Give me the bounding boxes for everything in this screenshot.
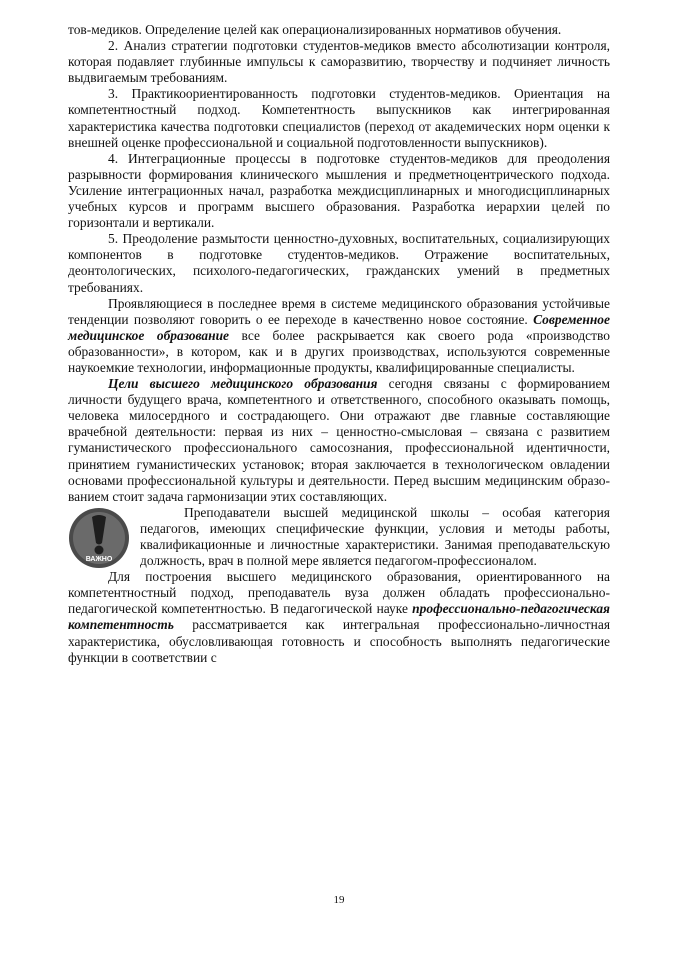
paragraph-text: сегодня связаны с формированием личности будущего врача, компетентного и ответственного, способного оказывать помощь, человека милосердного и сострадающего. Они отражают две главные составляющие врачебной деятельности: первая из них – ценностно-смысловая – связана с развитием гуманистического профессионального самосознания, профессиональной идентичности, принятием гуманистических установок; вторая заключается в технологическом овладении основами профессиональной культуры и деятельности. Перед высшим медицинским образованием стоит задача гармонизации этих составляющих. bbox=[68, 376, 610, 504]
paragraph-text: 3. Практикоориентированность подготовки студентов-медиков. Ориентация на компетентностный подход. Компетентность выпускников как интегрированная характеристика качества подготовки специалистов (переход от академических норм оценки к внешней оценке профессиональной и социальной подготовленности выпускников). bbox=[68, 86, 610, 150]
paragraph bbox=[68, 376, 610, 505]
paragraph-text: рассматривается как интегральная профессионально-личностная характеристика, обусловливающая готовность и способность выполнять педагогические функции в соответствии с bbox=[68, 617, 610, 665]
paragraph-text: все более раскрывается как своего рода «производство образованности», в котором, как и в других производствах, используются современные наукоемкие технологии, информационные продукты, квалифицированные специалисты. bbox=[68, 327, 610, 375]
paragraph bbox=[68, 296, 610, 376]
paragraph bbox=[68, 86, 610, 150]
paragraph-text: Проявляющиеся в последнее время в системе медицинского образования устойчивые тенденции позволяют говорить о ее переходе в качественно новое состояние. bbox=[68, 295, 610, 327]
body-text bbox=[68, 22, 610, 505]
note-icon-label: ВАЖНО bbox=[85, 555, 113, 563]
paragraph-text: 4. Интеграционные процессы в подготовке студентов-медиков для преодоления разрывности формирования клинического мышления и предметноцентрического подхода. Усиление интеграционных начал, разработка междисциплинарных и многодисциплинарных учебных курсов и программ высшего образования. Разработка иерархии целей по горизонтали и вертикали. bbox=[68, 150, 610, 231]
note-text: Преподаватели высшей медицинской школы – особая категория педагогов, имеющих специфические функции, условия и методы работы, квалификационные и личностные характеристики. Занимая преподавательскую должность, врач в полной мере является педагогом-профессионалом. bbox=[140, 504, 610, 569]
paragraph bbox=[68, 38, 610, 86]
important-note bbox=[68, 505, 610, 569]
paragraph-text: тов-медиков. Определение целей как операционализированных нормативов обучения. bbox=[68, 22, 562, 37]
emphasized-term: профессионально-педагогическая компетентность bbox=[68, 601, 610, 633]
paragraph bbox=[68, 22, 610, 38]
exclamation-icon bbox=[68, 507, 130, 569]
paragraph-text: 5. Преодоление размытости ценностно-духовных, воспитательных, социализирующих компонентов в подготовке студентов-медиков. Отражение воспитательных, деонтологических, психолого-педагогических, гражданских умений в предметных требованиях. bbox=[68, 231, 610, 295]
page-number: 19 bbox=[333, 894, 345, 906]
paragraph bbox=[68, 569, 610, 666]
closing-text bbox=[68, 569, 610, 666]
emphasized-term: Цели высшего медицинского образования bbox=[108, 376, 378, 392]
emphasized-term: Современное медицинское образование bbox=[68, 311, 610, 343]
paragraph-text: 2. Анализ стратегии подготовки студентов-медиков вместо абсолютизации контроля, которая подавляет глубинные импульсы к саморазвитию, творчеству и подчиняет личность выдвигаемым требованиям. bbox=[68, 38, 610, 86]
paragraph bbox=[68, 151, 610, 231]
paragraph-text: Для построения высшего медицинского образования, ориентированного на компетентностный подход, преподаватель вуза должен обладать профессионально-педагогической компетентностью. В педагогической науке bbox=[68, 569, 610, 617]
paragraph bbox=[68, 231, 610, 295]
